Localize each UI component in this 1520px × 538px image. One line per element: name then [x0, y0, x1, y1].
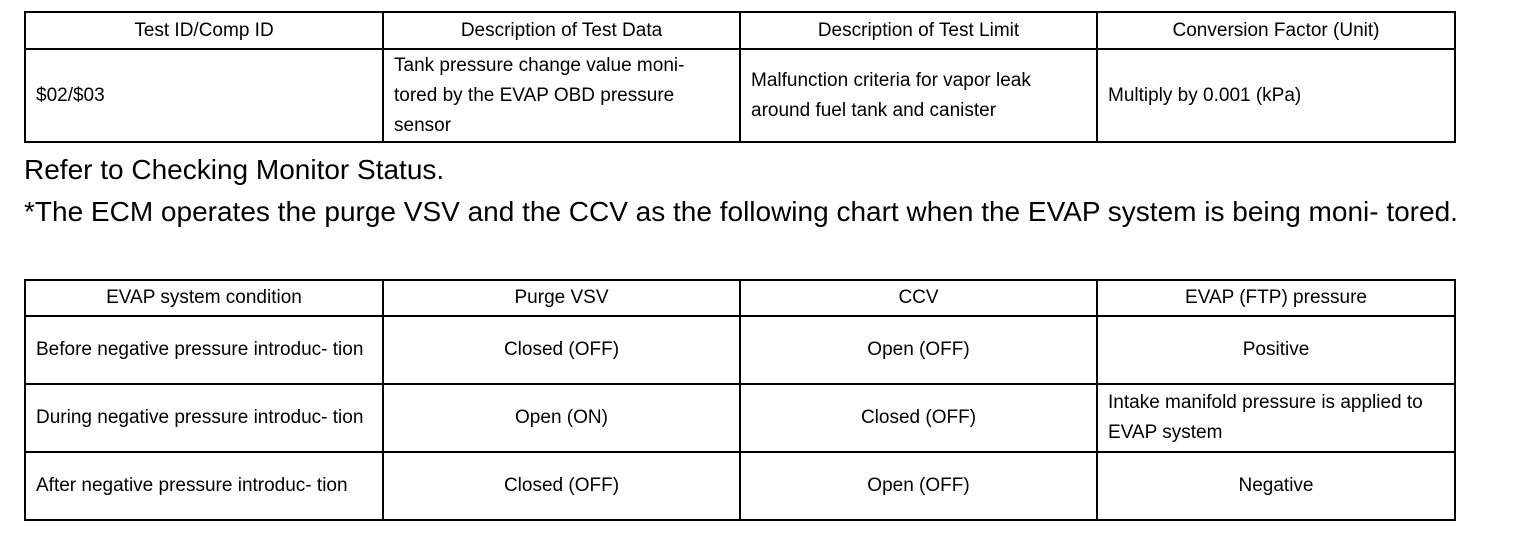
cell-ccv: Closed (OFF): [740, 384, 1097, 452]
refer-text: Refer to Checking Monitor Status.: [24, 154, 445, 185]
cell-purge-vsv: Closed (OFF): [383, 452, 740, 520]
header-test-limit: Description of Test Limit: [740, 12, 1097, 49]
cell-evap-pressure: Intake manifold pressure is applied to EVAP system: [1097, 384, 1455, 452]
table-row: [25, 452, 1455, 520]
header-ccv: CCV: [740, 280, 1097, 316]
cell-purge-vsv: Closed (OFF): [383, 316, 740, 384]
table-header-row: [25, 280, 1455, 316]
header-purge-vsv: Purge VSV: [383, 280, 740, 316]
table-row: [25, 384, 1455, 452]
cell-condition: Before negative pressure introduc- tion: [25, 316, 383, 384]
cell-purge-vsv: Open (ON): [383, 384, 740, 452]
cell-ccv: Open (OFF): [740, 316, 1097, 384]
cell-conversion-factor: Multiply by 0.001 (kPa): [1097, 49, 1455, 142]
header-evap-condition: EVAP system condition: [25, 280, 383, 316]
table-row: [25, 49, 1455, 142]
header-test-data: Description of Test Data: [383, 12, 740, 49]
cell-evap-pressure: Negative: [1097, 452, 1455, 520]
cell-condition: After negative pressure introduc- tion: [25, 452, 383, 520]
header-evap-pressure: EVAP (FTP) pressure: [1097, 280, 1455, 316]
evap-condition-table: [24, 279, 1456, 521]
ecm-note-text: *The ECM operates the purge VSV and the CCV as the following chart when the EVAP system is being moni- tored.: [24, 196, 1458, 227]
cell-evap-pressure: Positive: [1097, 316, 1455, 384]
cell-test-data: Tank pressure change value moni- tored by the EVAP OBD pressure sensor: [383, 49, 740, 142]
header-conversion-factor: Conversion Factor (Unit): [1097, 12, 1455, 49]
cell-condition: During negative pressure introduc- tion: [25, 384, 383, 452]
header-test-id: Test ID/Comp ID: [25, 12, 383, 49]
cell-ccv: Open (OFF): [740, 452, 1097, 520]
table-row: [25, 316, 1455, 384]
cell-test-id: $02/$03: [25, 49, 383, 142]
test-data-table: [24, 11, 1456, 143]
table-header-row: [25, 12, 1455, 49]
cell-test-limit: Malfunction criteria for vapor leak around fuel tank and canister: [740, 49, 1097, 142]
